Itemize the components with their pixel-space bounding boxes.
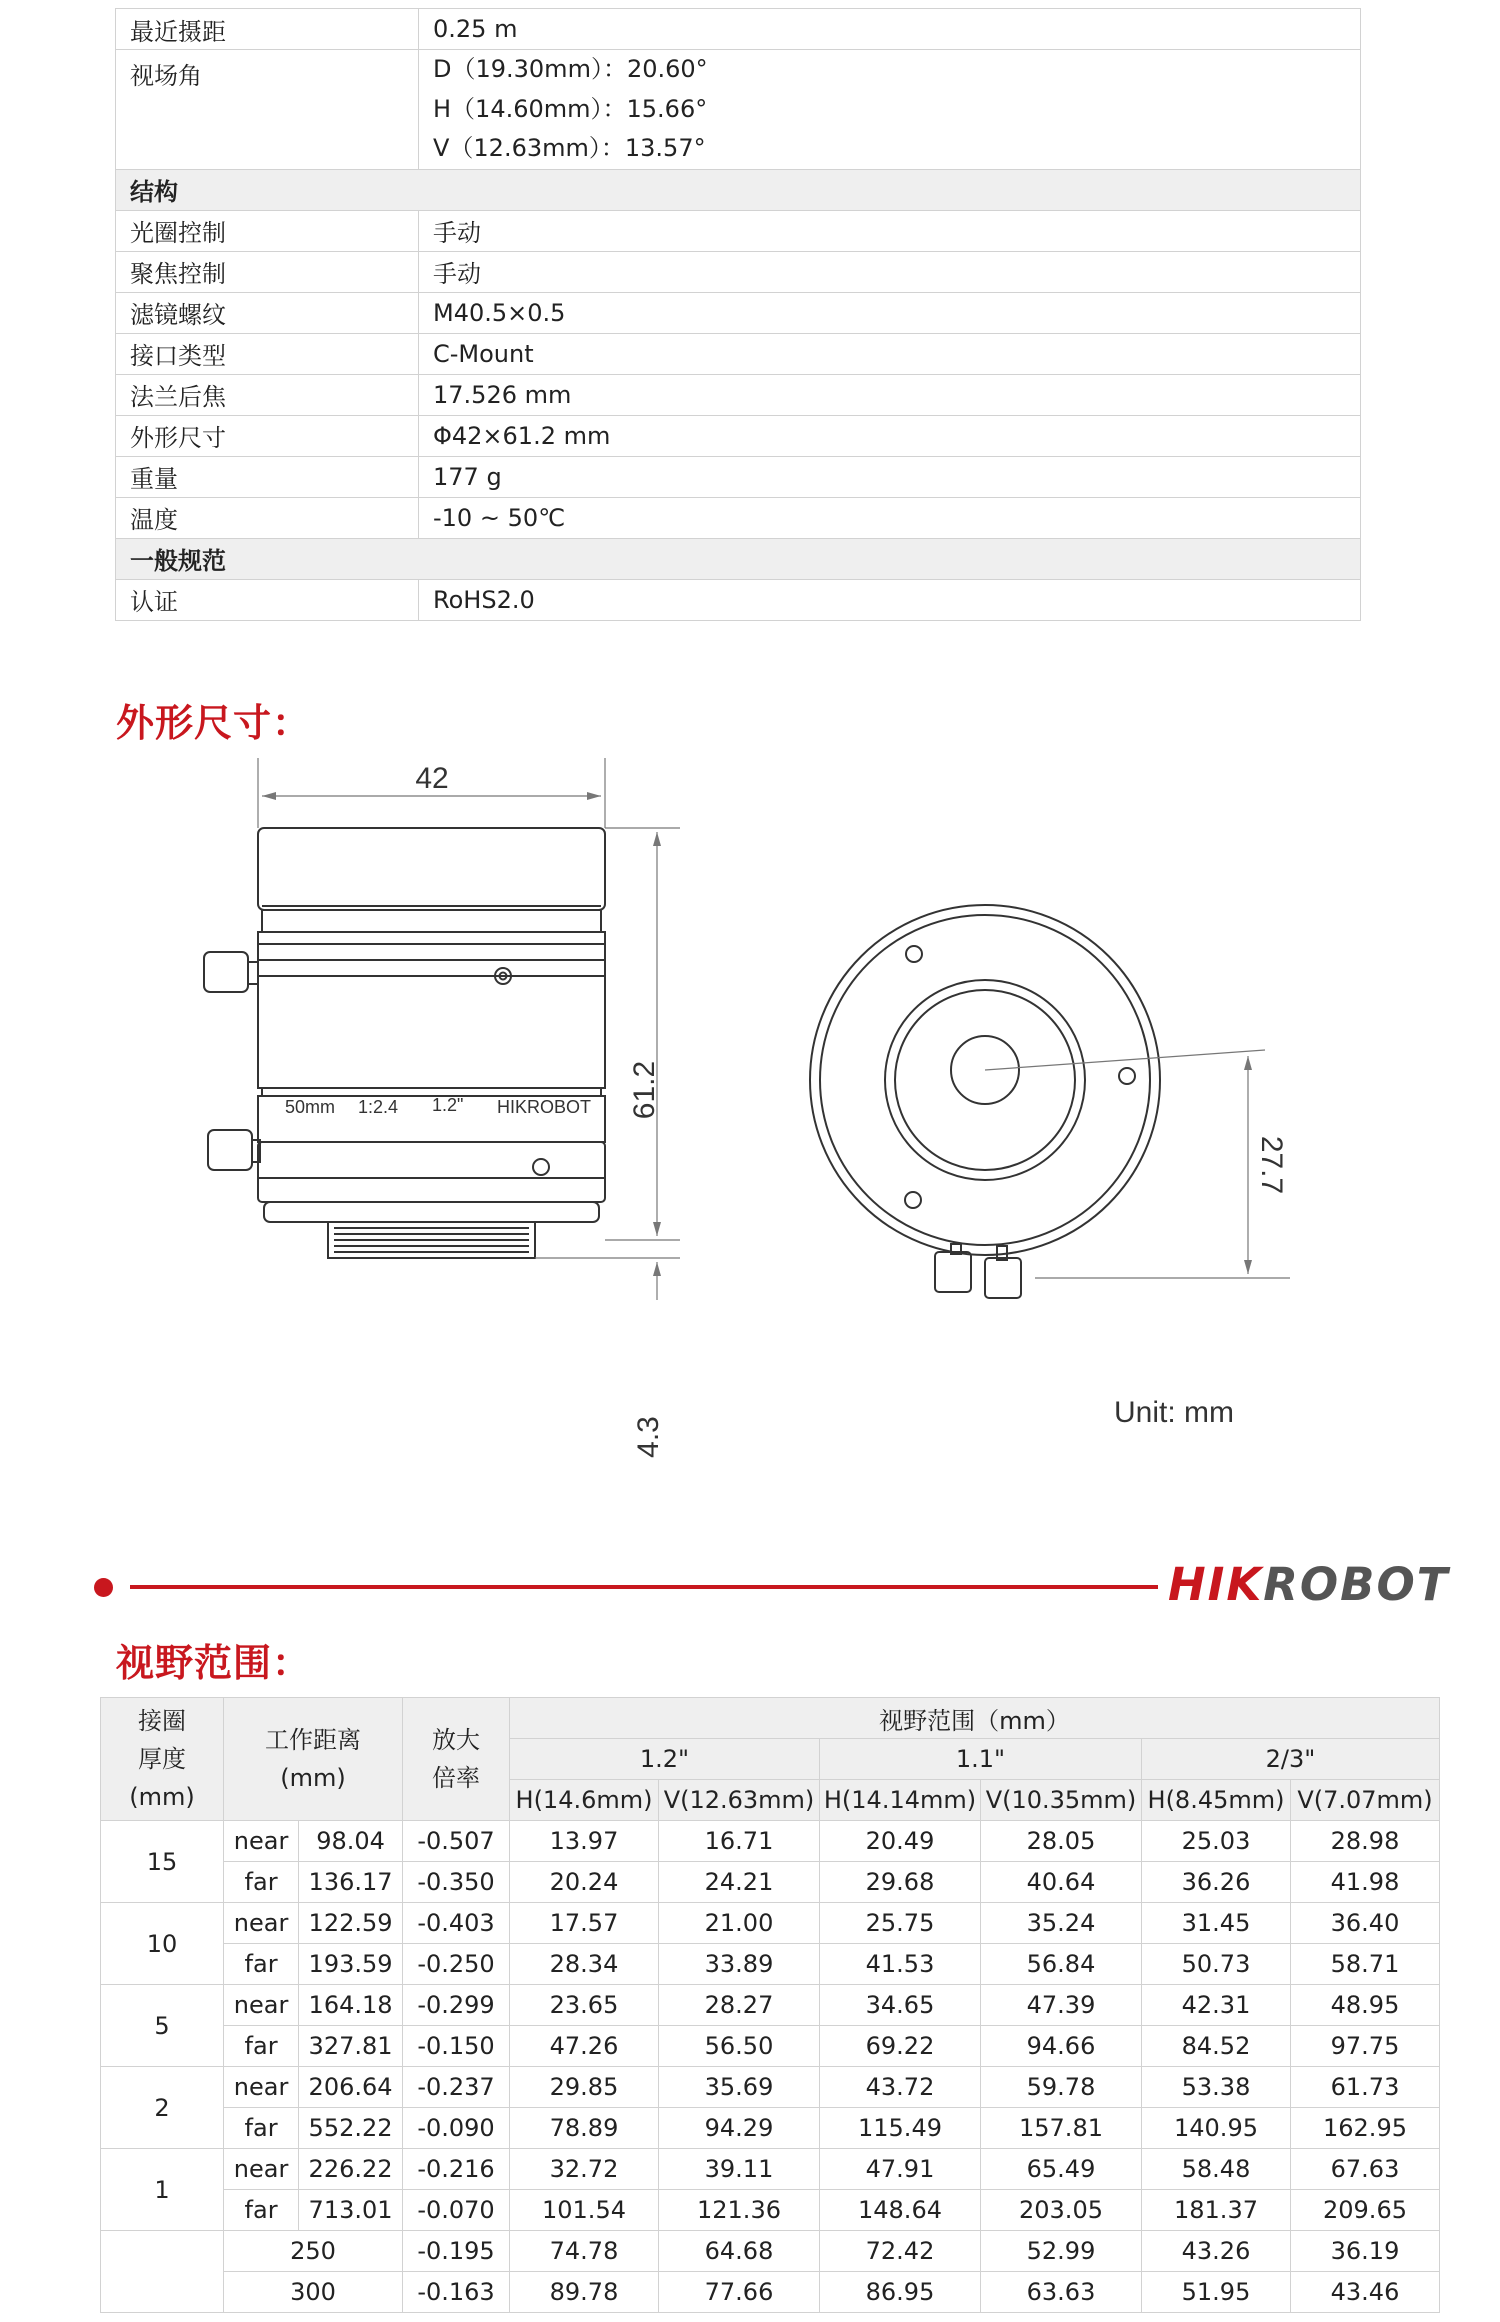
fov-value: 69.22 — [820, 2026, 981, 2067]
spec-row — [116, 456, 1361, 497]
ring-header — [101, 1698, 224, 1821]
fov-value: 84.52 — [1142, 2026, 1291, 2067]
spec-row — [116, 374, 1361, 415]
fov-value: 36.19 — [1291, 2231, 1440, 2272]
fov-value: 42.31 — [1142, 1985, 1291, 2026]
logo-hik: HIK — [1168, 1558, 1264, 1611]
distance-position: near — [224, 2067, 299, 2108]
distance-header — [224, 1698, 403, 1821]
mount-dimension-label: 4.3 — [632, 1416, 665, 1458]
magnification: -0.150 — [403, 2026, 510, 2067]
lens-dimension-drawing — [0, 740, 1500, 1470]
working-distance: 136.17 — [299, 1862, 403, 1903]
fov-value: 50.73 — [1142, 1944, 1291, 1985]
logo-robot: ROBOT — [1263, 1558, 1450, 1611]
spec-label: 最近摄距 — [116, 9, 419, 50]
fov-value: 52.99 — [981, 2231, 1142, 2272]
fov-value: 29.68 — [820, 1862, 981, 1903]
fov-value: 94.29 — [659, 2108, 820, 2149]
working-distance: 226.22 — [299, 2149, 403, 2190]
fov-value: 67.63 — [1291, 2149, 1440, 2190]
table-row — [101, 2026, 1440, 2067]
fov-value: 181.37 — [1142, 2190, 1291, 2231]
fov-value: 28.98 — [1291, 1821, 1440, 1862]
fov-value: 34.65 — [820, 1985, 981, 2026]
table-row — [101, 2272, 1440, 2313]
table-row — [101, 2067, 1440, 2108]
ring-thickness: 2 — [101, 2067, 224, 2149]
fov-group-header: 视野范围（mm） — [510, 1698, 1440, 1739]
spec-value: 手动 — [419, 210, 1361, 251]
spec-value: C-Mount — [419, 333, 1361, 374]
fov-heading: 视野范围： — [116, 1641, 312, 1685]
fov-header-row — [101, 1698, 1440, 1739]
mag-header — [403, 1698, 510, 1821]
spec-section-row — [116, 169, 1361, 210]
ring-thickness-empty — [101, 2231, 224, 2313]
fov-angle-h: H（14.60mm）：15.66° — [433, 94, 708, 123]
fov-value: 24.21 — [659, 1862, 820, 1903]
mag-header-line: 倍率 — [432, 1764, 480, 1792]
table-row — [101, 1862, 1440, 1903]
column-header: V(10.35mm) — [981, 1780, 1142, 1821]
fov-table — [100, 1697, 1440, 2313]
spec-row — [116, 333, 1361, 374]
fov-value: 20.49 — [820, 1821, 981, 1862]
sensor-header: 2/3" — [1142, 1739, 1440, 1780]
spec-row — [116, 9, 1361, 50]
lens-text-aperture: 1:2.4 — [358, 1097, 399, 1117]
distance-position: far — [224, 2108, 299, 2149]
table-row — [101, 2149, 1440, 2190]
column-header: V(12.63mm) — [659, 1780, 820, 1821]
fov-value: 47.91 — [820, 2149, 981, 2190]
hikrobot-logo — [1168, 1558, 1449, 1611]
magnification: -0.299 — [403, 1985, 510, 2026]
spec-value: Φ42×61.2 mm — [419, 415, 1361, 456]
fov-body — [101, 1821, 1440, 2313]
distance-position: far — [224, 2026, 299, 2067]
spec-label: 聚焦控制 — [116, 251, 419, 292]
fov-value: 157.81 — [981, 2108, 1142, 2149]
fov-value: 86.95 — [820, 2272, 981, 2313]
spec-label: 接口类型 — [116, 333, 419, 374]
fov-value: 43.26 — [1142, 2231, 1291, 2272]
table-row — [101, 2231, 1440, 2272]
mag-header-line: 放大 — [432, 1726, 480, 1754]
table-row — [101, 2190, 1440, 2231]
table-row — [101, 1903, 1440, 1944]
spec-value: 手动 — [419, 251, 1361, 292]
fov-value: 35.69 — [659, 2067, 820, 2108]
fov-value: 13.97 — [510, 1821, 659, 1862]
ring-header-line: 厚度 — [138, 1745, 186, 1773]
fov-value: 21.00 — [659, 1903, 820, 1944]
spec-row — [116, 415, 1361, 456]
spec-label: 光圈控制 — [116, 210, 419, 251]
ring-thickness: 1 — [101, 2149, 224, 2231]
ring-header-line: 接圈 — [138, 1707, 186, 1735]
magnification: -0.250 — [403, 1944, 510, 1985]
unit-label: Unit: mm — [1114, 1396, 1234, 1429]
magnification: -0.507 — [403, 1821, 510, 1862]
fov-value: 40.64 — [981, 1862, 1142, 1903]
lens-text-brand: HIKROBOT — [497, 1097, 592, 1117]
fov-value: 36.40 — [1291, 1903, 1440, 1944]
spec-table — [115, 8, 1361, 621]
fov-value: 17.57 — [510, 1903, 659, 1944]
spec-row — [116, 579, 1361, 620]
fov-value: 64.68 — [659, 2231, 820, 2272]
fov-value: 77.66 — [659, 2272, 820, 2313]
magnification: -0.237 — [403, 2067, 510, 2108]
fov-value: 43.46 — [1291, 2272, 1440, 2313]
working-distance: 206.64 — [299, 2067, 403, 2108]
fov-angle-d: D（19.30mm）：20.60° — [433, 55, 708, 83]
fov-value: 28.34 — [510, 1944, 659, 1985]
distance-position: near — [224, 1821, 299, 1862]
working-distance: 327.81 — [299, 2026, 403, 2067]
fov-value: 43.72 — [820, 2067, 981, 2108]
spec-label: 重量 — [116, 456, 419, 497]
spec-row — [116, 251, 1361, 292]
width-dimension-label: 42 — [415, 762, 449, 795]
height-dimension-label: 61.2 — [628, 1060, 661, 1120]
fov-value: 121.36 — [659, 2190, 820, 2231]
section-divider — [130, 1585, 1158, 1589]
magnification: -0.350 — [403, 1862, 510, 1903]
table-row — [101, 1821, 1440, 1862]
fov-value: 89.78 — [510, 2272, 659, 2313]
fov-value: 47.39 — [981, 1985, 1142, 2026]
fov-value: 25.75 — [820, 1903, 981, 1944]
working-distance: 713.01 — [299, 2190, 403, 2231]
fov-value: 97.75 — [1291, 2026, 1440, 2067]
fov-value: 23.65 — [510, 1985, 659, 2026]
spec-label: 法兰后焦 — [116, 374, 419, 415]
dimensions-heading: 外形尺寸： — [116, 701, 312, 745]
distance-header-line: (mm) — [280, 1764, 346, 1792]
fov-value: 63.63 — [981, 2272, 1142, 2313]
distance-position: near — [224, 1903, 299, 1944]
fov-value: 58.48 — [1142, 2149, 1291, 2190]
magnification: -0.195 — [403, 2231, 510, 2272]
distance-position: near — [224, 1985, 299, 2026]
section-title: 一般规范 — [116, 538, 1361, 579]
fov-value: 29.85 — [510, 2067, 659, 2108]
fov-value: 25.03 — [1142, 1821, 1291, 1862]
fov-value: 203.05 — [981, 2190, 1142, 2231]
ring-thickness: 5 — [101, 1985, 224, 2067]
distance-header-line: 工作距离 — [265, 1726, 361, 1754]
fov-value: 32.72 — [510, 2149, 659, 2190]
fov-value: 162.95 — [1291, 2108, 1440, 2149]
fov-value: 41.53 — [820, 1944, 981, 1985]
ring-thickness: 10 — [101, 1903, 224, 1985]
fov-value: 28.05 — [981, 1821, 1142, 1862]
spec-label: 认证 — [116, 579, 419, 620]
section-title: 结构 — [116, 169, 1361, 210]
working-distance: 164.18 — [299, 1985, 403, 2026]
fov-value: 28.27 — [659, 1985, 820, 2026]
fov-value: 101.54 — [510, 2190, 659, 2231]
column-header: H(8.45mm) — [1142, 1780, 1291, 1821]
table-row — [101, 1944, 1440, 1985]
spec-value-multiline — [419, 50, 1361, 170]
spec-row — [116, 497, 1361, 538]
fov-value: 148.64 — [820, 2190, 981, 2231]
fov-value: 56.50 — [659, 2026, 820, 2067]
spec-section-row — [116, 538, 1361, 579]
spec-row — [116, 50, 1361, 170]
spec-value: RoHS2.0 — [419, 579, 1361, 620]
distance-position: far — [224, 1944, 299, 1985]
lens-text-focal: 50mm — [285, 1097, 336, 1117]
working-distance: 98.04 — [299, 1821, 403, 1862]
working-distance: 250 — [224, 2231, 403, 2272]
magnification: -0.070 — [403, 2190, 510, 2231]
fov-value: 53.38 — [1142, 2067, 1291, 2108]
fov-value: 74.78 — [510, 2231, 659, 2272]
working-distance: 300 — [224, 2272, 403, 2313]
working-distance: 193.59 — [299, 1944, 403, 1985]
fov-value: 56.84 — [981, 1944, 1142, 1985]
spec-value: 17.526 mm — [419, 374, 1361, 415]
spec-label: 外形尺寸 — [116, 415, 419, 456]
fov-value: 72.42 — [820, 2231, 981, 2272]
table-row — [101, 2108, 1440, 2149]
sensor-header: 1.2" — [510, 1739, 820, 1780]
fov-value: 65.49 — [981, 2149, 1142, 2190]
fov-value: 48.95 — [1291, 1985, 1440, 2026]
magnification: -0.403 — [403, 1903, 510, 1944]
fov-value: 36.26 — [1142, 1862, 1291, 1903]
spec-label: 温度 — [116, 497, 419, 538]
spec-row — [116, 210, 1361, 251]
fov-value: 16.71 — [659, 1821, 820, 1862]
spec-value: 177 g — [419, 456, 1361, 497]
fov-value: 41.98 — [1291, 1862, 1440, 1903]
fov-value: 61.73 — [1291, 2067, 1440, 2108]
ring-header-line: (mm) — [129, 1783, 195, 1811]
fov-angle-v: V（12.63mm）：13.57° — [433, 134, 706, 162]
fov-value: 39.11 — [659, 2149, 820, 2190]
spec-value: M40.5×0.5 — [419, 292, 1361, 333]
fov-value: 58.71 — [1291, 1944, 1440, 1985]
spec-value: 0.25 m — [419, 9, 1361, 50]
fov-value: 94.66 — [981, 2026, 1142, 2067]
spec-value: -10 ~ 50℃ — [419, 497, 1361, 538]
sensor-header: 1.1" — [820, 1739, 1142, 1780]
fov-value: 31.45 — [1142, 1903, 1291, 1944]
fov-value: 59.78 — [981, 2067, 1142, 2108]
rear-dimension-label: 27.7 — [1255, 1135, 1288, 1195]
fov-value: 47.26 — [510, 2026, 659, 2067]
column-header: H(14.14mm) — [820, 1780, 981, 1821]
fov-value: 33.89 — [659, 1944, 820, 1985]
table-row — [101, 1985, 1440, 2026]
spec-label: 滤镜螺纹 — [116, 292, 419, 333]
fov-value: 140.95 — [1142, 2108, 1291, 2149]
fov-value: 78.89 — [510, 2108, 659, 2149]
magnification: -0.216 — [403, 2149, 510, 2190]
magnification: -0.163 — [403, 2272, 510, 2313]
spec-row — [116, 292, 1361, 333]
column-header: V(7.07mm) — [1291, 1780, 1440, 1821]
distance-position: far — [224, 2190, 299, 2231]
working-distance: 552.22 — [299, 2108, 403, 2149]
fov-value: 35.24 — [981, 1903, 1142, 1944]
working-distance: 122.59 — [299, 1903, 403, 1944]
fov-value: 209.65 — [1291, 2190, 1440, 2231]
ring-thickness: 15 — [101, 1821, 224, 1903]
lens-text-format: 1.2" — [432, 1095, 464, 1115]
spec-label: 视场角 — [116, 50, 419, 170]
column-header: H(14.6mm) — [510, 1780, 659, 1821]
fov-value: 20.24 — [510, 1862, 659, 1903]
fov-value: 51.95 — [1142, 2272, 1291, 2313]
distance-position: far — [224, 1862, 299, 1903]
section-dot — [94, 1578, 113, 1597]
magnification: -0.090 — [403, 2108, 510, 2149]
fov-value: 115.49 — [820, 2108, 981, 2149]
distance-position: near — [224, 2149, 299, 2190]
